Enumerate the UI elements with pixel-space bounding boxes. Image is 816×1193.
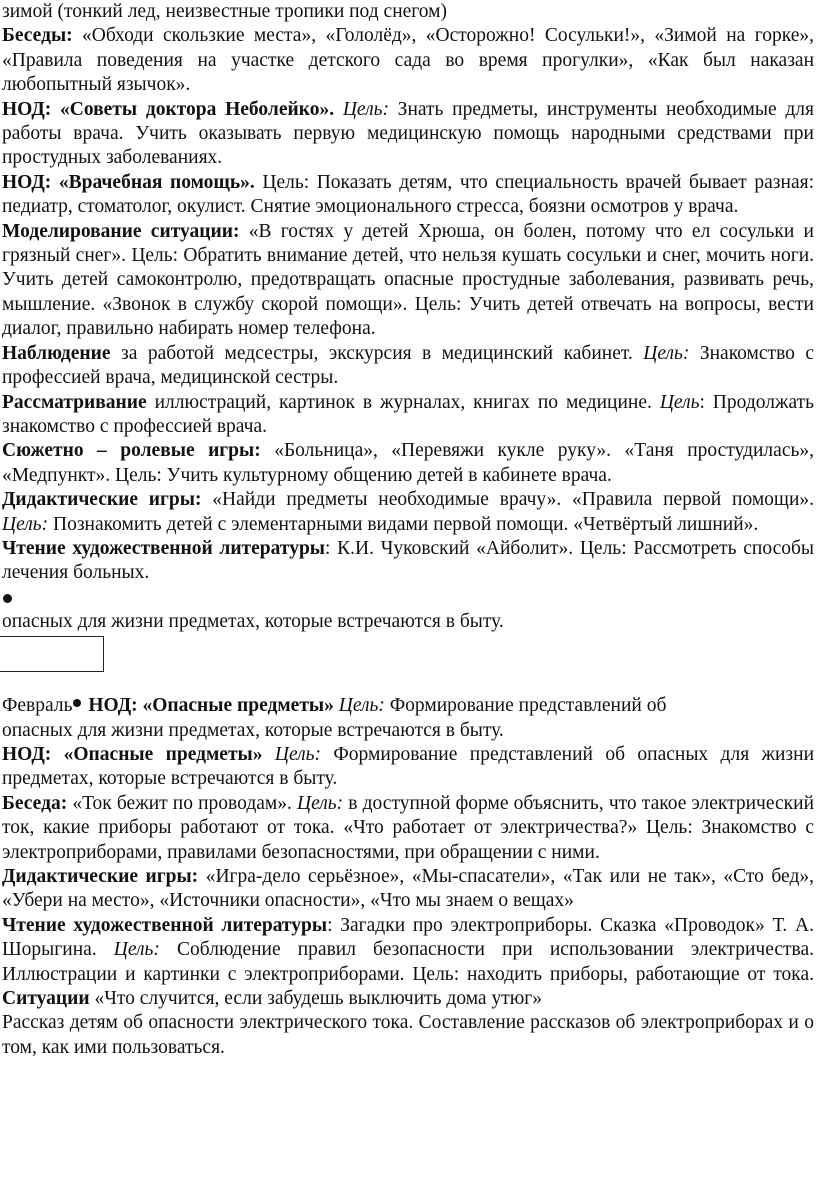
paragraph-text: «В гостях у детей Хрюша, он болен, потому что ел сосульки и грязный снег». Цель: Обратить внимание детей, что нельзя кушать сосульки и снег, мочить ноги. Учить детей самоконтролю, предотвращать опасные простудные заболевания, развивать речь, мышление. «Звонок в службу скорой помощи». Цель: Учить детей отвечать на вопросы, вести диалог, правильно набирать номер телефона. (2, 220, 814, 340)
paragraph-text: «Ток бежит по проводам». (67, 792, 292, 814)
goal-label: Цель: (338, 695, 385, 717)
paragraph-text: Знакомство с профессией врача, медицинской сестры. (2, 342, 814, 389)
paragraph-text: иллюстраций, картинок в журналах, книгах по медицине. (146, 391, 652, 413)
section-label: Ситуации (2, 988, 90, 1010)
paragraph-text: Формирование представлений об опасных для жизни предметах, которые встречаются в быту. (2, 743, 815, 790)
paragraph-text: «Игра-дело серьёзное», «Мы-спасатели», «Так или не так», «Сто бед», «Убери на место», «Источники опасности», «Что мы знаем о вещах» (2, 866, 814, 912)
paragraph-text: за работой медсестры, экскурсия в медицинский кабинет. (110, 342, 633, 364)
section-label: НОД: «Опасные предметы» (88, 695, 334, 717)
paragraph-nod-doctor-advice (0, 98, 814, 171)
section-label: Чтение художественной литературы (2, 537, 326, 559)
goal-label: Цель: (297, 792, 344, 814)
spacer (0, 672, 816, 694)
paragraph-viewing (0, 391, 814, 440)
goal-label: Цель: (342, 98, 389, 120)
paragraph-nod-medical-help (0, 171, 814, 220)
goal-label: Цель: (113, 939, 160, 961)
paragraph-text: опасных для жизни предметах, которые встречаются в быту. (2, 610, 504, 632)
section-label: Дидактические игры: (2, 866, 199, 887)
paragraph-dangerous-objects-fragment (0, 610, 814, 634)
paragraph-text: «Обходи скользкие места», «Гололёд», «Осторожно! Сосульки!», «Зимой на горке», «Правила поведения на участке детского сада во время прогулки», «Как был наказан любопытный язычок». (2, 25, 814, 96)
paragraph-text: опасных для жизни предметах, которые встречаются в быту. (2, 719, 504, 741)
paragraph-text: Знать предметы, инструменты необходимые для работы врача. Учить оказывать первую медицинскую помощь народными средствами при простудных заболеваниях. (2, 98, 814, 169)
section-label: Сюжетно – ролевые игры: (2, 440, 261, 462)
paragraph-didactic-games-safety (0, 865, 814, 914)
paragraph-winter-continuation (0, 0, 814, 24)
paragraph-text: : Загадки про электроприборы. Сказка «Проводок» Т. А. Шорыгина. (2, 914, 814, 961)
paragraph-text: : Продолжать знакомство с профессией врача. (2, 391, 815, 437)
month-label: Февраль (2, 695, 73, 717)
paragraph-conversations (0, 24, 814, 97)
section-label: Наблюдение (2, 342, 111, 364)
section-label: Дидактические игры: (2, 489, 202, 511)
paragraph-text: Формирование представлений об (384, 695, 667, 717)
section-label: НОД: «Врачебная помощь». (2, 171, 255, 193)
paragraph-text: «Больница», «Перевяжи кукле руку». «Таня простудилась», «Медпункт». Цель: Учить культурному общению детей в кабинете врача. (2, 440, 814, 486)
paragraph-text: зимой (тонкий лед, неизвестные тропики под снегом) (2, 1, 448, 22)
goal-label: Цель: (643, 342, 690, 364)
paragraph-story-electric-current (0, 1011, 814, 1060)
paragraph-conversation-current (0, 792, 814, 865)
section-label: Беседы: (2, 25, 73, 47)
paragraph-text: Соблюдение правил безопасности при использовании электричества. Иллюстрации и картинки с электроприборами. Цель: находить приборы, работающие от тока. (2, 939, 814, 985)
paragraph-nod-dangerous-objects (0, 743, 814, 792)
paragraph-didactic-games-medical (0, 488, 814, 537)
goal-label: Цель (659, 391, 700, 413)
goal-label: Цель: (2, 513, 49, 535)
bullet-line (0, 586, 816, 610)
goal-label: Цель: (274, 743, 322, 765)
section-label: НОД: «Советы доктора Неболейко». (2, 98, 335, 120)
section-label: Чтение художественной литературы (2, 914, 328, 936)
paragraph-february-heading (0, 694, 814, 743)
paragraph-text: Познакомить детей с элементарными видами первой помощи. «Четвёртый лишний». (48, 513, 759, 535)
empty-table-cell (0, 636, 104, 672)
paragraph-text: Цель: Показать детям, что специальность врачей бывает разная: педиатр, стоматолог, окулист. Снятие эмоционального стресса, боязни осмотров у врача. (2, 171, 814, 218)
paragraph-reading-aibolit (0, 537, 814, 586)
section-label: НОД: «Опасные предметы» (2, 743, 263, 765)
paragraph-situation-modeling (0, 220, 814, 342)
paragraph-text: : К.И. Чуковский «Айболит». Цель: Рассмотреть способы лечения больных. (2, 537, 814, 584)
bullet-icon (3, 594, 12, 603)
paragraph-role-games (0, 439, 814, 488)
paragraph-text: «Найди предметы необходимые врачу». «Правила первой помощи». (201, 489, 815, 511)
paragraph-reading-electricity (0, 914, 814, 1012)
section-label: Моделирование ситуации: (2, 220, 240, 242)
paragraph-observation (0, 342, 814, 391)
paragraph-text: Рассказ детям об опасности электрического тока. Составление рассказов об электроприборах и о том, как ими пользоваться. (2, 1012, 814, 1058)
bullet-icon (73, 699, 81, 707)
paragraph-text: «Что случится, если забудешь выключить дома утюг» (89, 988, 543, 1010)
section-label: Беседа: (2, 792, 68, 814)
section-label: Рассматривание (2, 391, 147, 413)
paragraph-text: в доступной форме объяснить, что такое электрический ток, какие приборы работают от тока. «Что работает от электричества?» Цель: Знакомство с электроприборами, правилами безопасностями, при обращении с ними. (2, 792, 815, 863)
